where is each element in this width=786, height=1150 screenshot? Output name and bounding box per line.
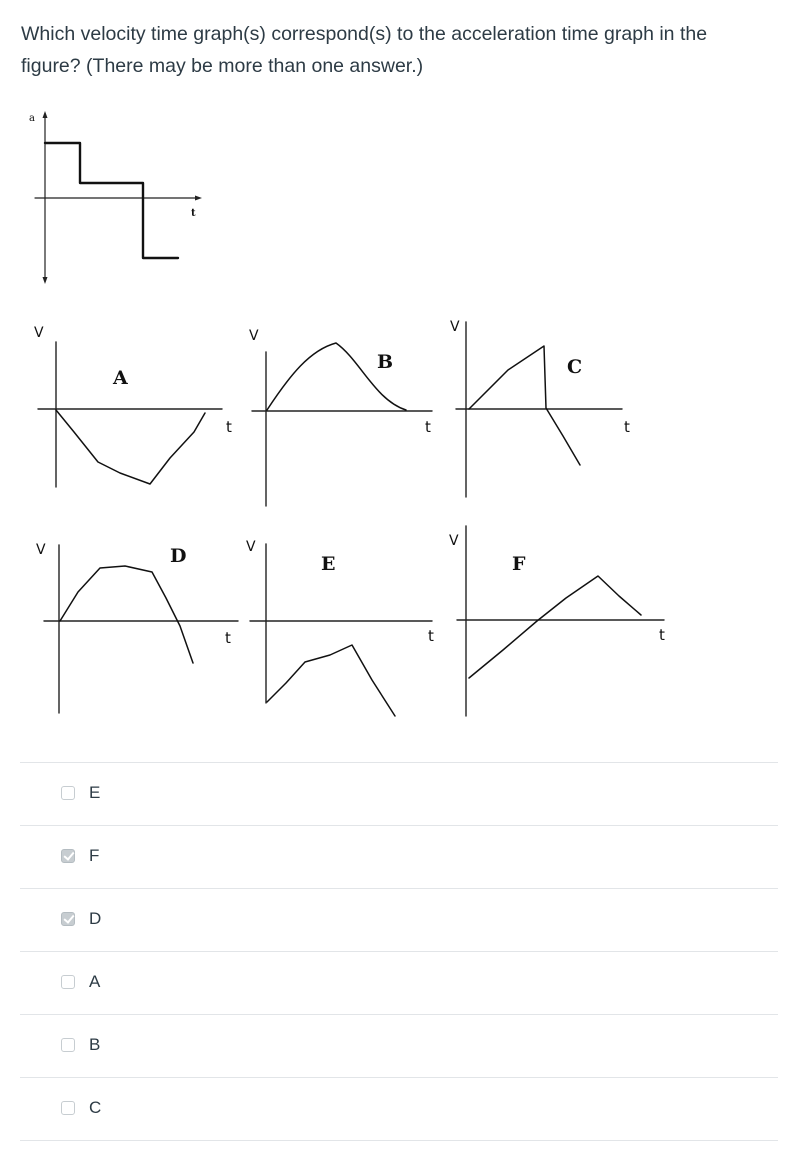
answer-option-f[interactable] bbox=[20, 826, 778, 889]
answer-option-e[interactable] bbox=[20, 763, 778, 826]
graph-f-x-label: t bbox=[659, 626, 665, 644]
curve-c bbox=[469, 346, 583, 465]
velocity-graph-d bbox=[36, 542, 238, 713]
graph-c-x-label: t bbox=[624, 418, 630, 436]
velocity-graph-c bbox=[450, 319, 630, 497]
graph-a-y-label: V bbox=[34, 325, 44, 341]
graph-e-label: E bbox=[321, 553, 336, 575]
velocity-graph-e bbox=[246, 539, 434, 716]
answer-checkbox-f[interactable] bbox=[61, 849, 75, 863]
graph-e-y-label: V bbox=[246, 539, 256, 555]
graph-b-label: B bbox=[377, 351, 394, 373]
accel-x-label: t bbox=[191, 208, 196, 219]
answer-label-e[interactable]: E bbox=[89, 783, 101, 802]
graph-c-label: C bbox=[567, 356, 583, 378]
graph-c-y-label: V bbox=[450, 319, 460, 335]
answer-list bbox=[20, 762, 778, 1141]
accel-y-label: a bbox=[29, 113, 35, 124]
acceleration-graph bbox=[29, 111, 202, 284]
question-figure bbox=[0, 100, 786, 740]
answer-checkbox-c[interactable] bbox=[61, 1101, 75, 1115]
graph-b-x-label: t bbox=[425, 418, 431, 436]
curve-e bbox=[267, 645, 395, 716]
answer-label-c[interactable]: C bbox=[89, 1098, 102, 1117]
curve-f bbox=[469, 576, 641, 678]
acceleration-curve bbox=[45, 143, 178, 258]
graph-d-y-label: V bbox=[36, 542, 46, 558]
answer-option-c[interactable] bbox=[20, 1078, 778, 1141]
answer-option-b[interactable] bbox=[20, 1015, 778, 1078]
answer-label-f[interactable]: F bbox=[89, 846, 100, 865]
graph-a-label: A bbox=[113, 367, 128, 389]
question-text: Which velocity time graph(s) correspond(s) to the acceleration time graph in the figure? (There may be more than one answer.) bbox=[21, 23, 708, 77]
graph-b-y-label: V bbox=[249, 328, 259, 344]
answer-label-a[interactable]: A bbox=[89, 972, 101, 991]
answer-label-d[interactable]: D bbox=[89, 909, 102, 928]
curve-a bbox=[56, 410, 205, 484]
graph-f-label: F bbox=[512, 553, 526, 575]
graph-d-x-label: t bbox=[225, 629, 231, 647]
graph-f-y-label: V bbox=[449, 533, 459, 549]
graph-d-label: D bbox=[170, 545, 187, 567]
answer-label-b[interactable]: B bbox=[89, 1035, 101, 1054]
velocity-graph-a bbox=[34, 325, 232, 487]
answer-checkbox-a[interactable] bbox=[61, 975, 75, 989]
graph-a-x-label: t bbox=[226, 418, 232, 436]
curve-d bbox=[60, 566, 193, 663]
answer-checkbox-d[interactable] bbox=[61, 912, 75, 926]
velocity-graph-b bbox=[249, 328, 432, 506]
answer-option-d[interactable] bbox=[20, 889, 778, 952]
answer-option-a[interactable] bbox=[20, 952, 778, 1015]
velocity-graph-f bbox=[449, 526, 665, 716]
answer-checkbox-e[interactable] bbox=[61, 786, 75, 800]
graph-e-x-label: t bbox=[428, 627, 434, 645]
answer-checkbox-b[interactable] bbox=[61, 1038, 75, 1052]
